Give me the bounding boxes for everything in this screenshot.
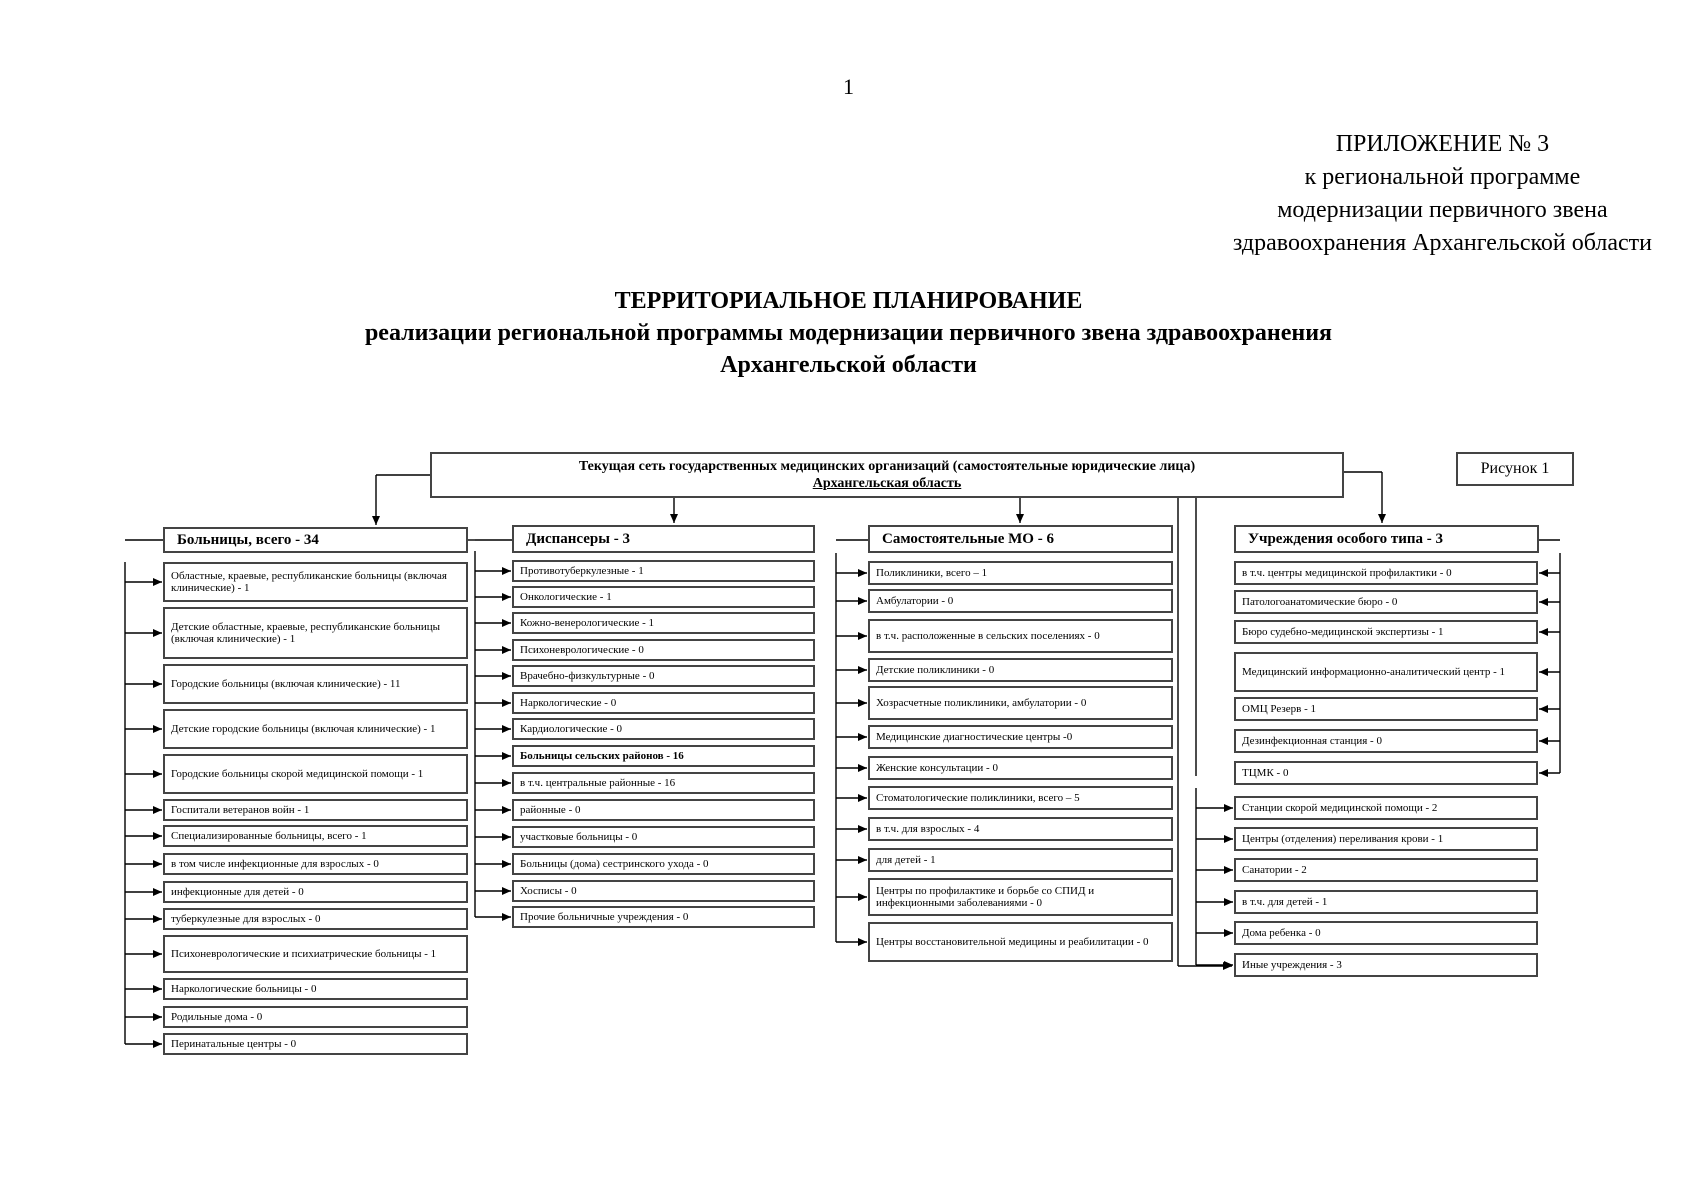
col2-item: Наркологические - 0	[512, 692, 815, 714]
appendix-line-2: к региональной программе	[1304, 164, 1581, 190]
col1-item: инфекционные для детей - 0	[163, 881, 468, 903]
col4x-item: Иные учреждения - 3	[1234, 953, 1538, 977]
appendix-line-4: здравоохранения Архангельской области	[1232, 230, 1652, 256]
col3-item: Амбулатории - 0	[868, 589, 1173, 613]
col1-item: Психоневрологические и психиатрические больницы - 1	[163, 935, 468, 973]
col1-item: Специализированные больницы, всего - 1	[163, 825, 468, 847]
col3-item: в т.ч. для взрослых - 4	[868, 817, 1173, 841]
col1-item: Родильные дома - 0	[163, 1006, 468, 1028]
col2-item: Психоневрологические - 0	[512, 639, 815, 661]
col1-item: в том числе инфекционные для взрослых - 0	[163, 853, 468, 875]
col4-item: Медицинский информационно-аналитический центр - 1	[1234, 652, 1538, 692]
col4x-item: Станции скорой медицинской помощи - 2	[1234, 796, 1538, 820]
col3-item: Женские консультации - 0	[868, 756, 1173, 780]
col1-item: Наркологические больницы - 0	[163, 978, 468, 1000]
col3-item: Поликлиники, всего – 1	[868, 561, 1173, 585]
root-box	[430, 452, 1344, 498]
col4-item: Патологоанатомические бюро - 0	[1234, 590, 1538, 614]
page-subtitle: реализации региональной программы модернизации первичного звена здравоохранения	[364, 320, 1333, 346]
appendix-line-1: ПРИЛОЖЕНИЕ № 3	[1335, 131, 1550, 157]
col3-item: Хозрасчетные поликлиники, амбулатории - 0	[868, 686, 1173, 720]
col2-item: Онкологические - 1	[512, 586, 815, 608]
col3-item: Медицинские диагностические центры -0	[868, 725, 1173, 749]
col1-item: Городские больницы (включая клинические) - 11	[163, 664, 468, 704]
figure-label: Рисунок 1	[1456, 452, 1574, 486]
col2-item: районные - 0	[512, 799, 815, 821]
col4-item: ОМЦ Резерв - 1	[1234, 697, 1538, 721]
col4-item: в т.ч. центры медицинской профилактики - 0	[1234, 561, 1538, 585]
col2-item: в т.ч. центральные районные - 16	[512, 772, 815, 794]
col4-item: Дезинфекционная станция - 0	[1234, 729, 1538, 753]
col1-item: Перинатальные центры - 0	[163, 1033, 468, 1055]
col1-item: Детские городские больницы (включая клинические) - 1	[163, 709, 468, 749]
col1-item: Детские областные, краевые, республиканские больницы (включая клинические) - 1	[163, 607, 468, 659]
col4x-item: Санатории - 2	[1234, 858, 1538, 882]
col2-item: Больницы сельских районов - 16	[512, 745, 815, 767]
page-number: 1	[843, 74, 854, 99]
col1-item: Городские больницы скорой медицинской помощи - 1	[163, 754, 468, 794]
col2-item: Прочие больничные учреждения - 0	[512, 906, 815, 928]
col3-item: Детские поликлиники - 0	[868, 658, 1173, 682]
col3-item: Центры восстановительной медицины и реабилитации - 0	[868, 922, 1173, 962]
col3-header: Самостоятельные МО - 6	[868, 525, 1173, 553]
col3-item: для детей - 1	[868, 848, 1173, 872]
root-title: Текущая сеть государственных медицинских организаций (самостоятельные юридические лица)	[578, 459, 1196, 474]
col1-header: Больницы, всего - 34	[163, 527, 468, 553]
col2-item: Кардиологические - 0	[512, 718, 815, 740]
appendix-line-3: модернизации первичного звена	[1277, 197, 1608, 223]
page-title: ТЕРРИТОРИАЛЬНОЕ ПЛАНИРОВАНИЕ	[614, 288, 1083, 314]
col1-item: Областные, краевые, республиканские больницы (включая клинические) - 1	[163, 562, 468, 602]
col2-item: Кожно-венерологические - 1	[512, 612, 815, 634]
col4x-item: Дома ребенка - 0	[1234, 921, 1538, 945]
col1-item: Госпитали ветеранов войн - 1	[163, 799, 468, 821]
col3-item: в т.ч. расположенные в сельских поселениях - 0	[868, 619, 1173, 653]
col1-item: туберкулезные для взрослых - 0	[163, 908, 468, 930]
col2-header: Диспансеры - 3	[512, 525, 815, 553]
col3-item: Центры по профилактике и борьбе со СПИД и инфекционными заболеваниями - 0	[868, 878, 1173, 916]
page-subtitle-region: Архангельской области	[720, 352, 977, 378]
col2-item: Противотуберкулезные - 1	[512, 560, 815, 582]
col4x-item: Центры (отделения) переливания крови - 1	[1234, 827, 1538, 851]
col2-item: Хосписы - 0	[512, 880, 815, 902]
root-region: Архангельская область	[812, 476, 962, 491]
col4-header: Учреждения особого типа - 3	[1234, 525, 1539, 553]
col4x-item: в т.ч. для детей - 1	[1234, 890, 1538, 914]
col2-item: Больницы (дома) сестринского ухода - 0	[512, 853, 815, 875]
col4-item: ТЦМК - 0	[1234, 761, 1538, 785]
col2-item: Врачебно-физкультурные - 0	[512, 665, 815, 687]
col3-item: Стоматологические поликлиники, всего – 5	[868, 786, 1173, 810]
col2-item: участковые больницы - 0	[512, 826, 815, 848]
col4-item: Бюро судебно-медицинской экспертизы - 1	[1234, 620, 1538, 644]
